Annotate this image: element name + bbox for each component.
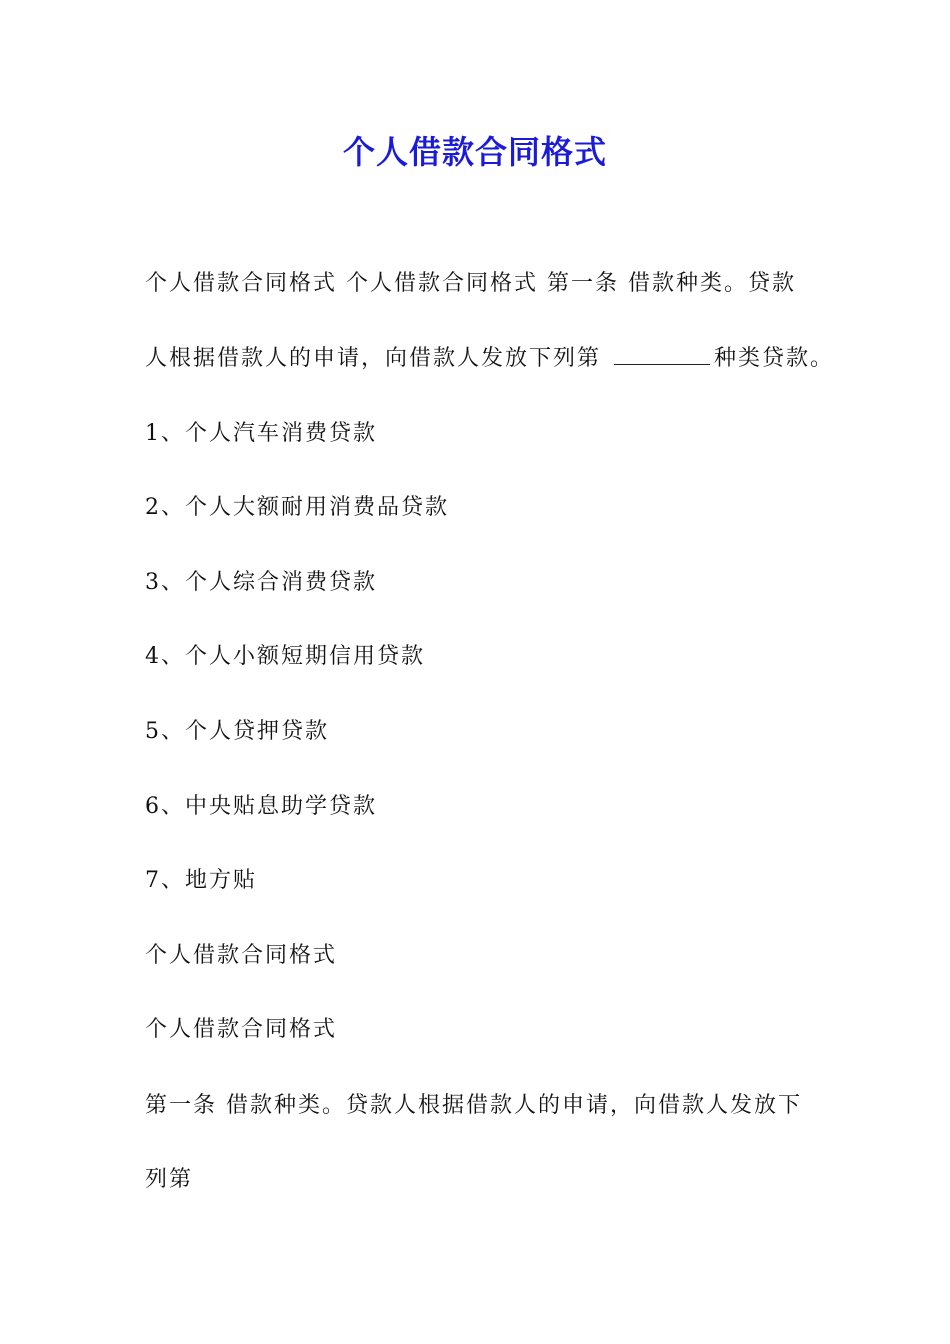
paragraph-2-line-2: 列第 [145, 1167, 194, 1192]
list-item: 1、个人汽车消费贷款 [145, 421, 377, 446]
paragraph-2-line-1: 第一条 借款种类。贷款人根据借款人的申请，向借款人发放下 [145, 1093, 802, 1118]
section-heading: 个人借款合同格式 [145, 943, 338, 968]
list-item: 5、个人贷押贷款 [145, 719, 329, 744]
fill-in-blank [614, 344, 710, 365]
document-title: 个人借款合同格式 [342, 133, 607, 171]
paragraph-1-line-2-text-before: 人根据借款人的申请，向借款人发放下列第 [145, 346, 610, 371]
paragraph-1-line-1: 个人借款合同格式 个人借款合同格式 第一条 借款种类。贷款 [145, 271, 796, 296]
list-item: 2、个人大额耐用消费品贷款 [145, 495, 449, 520]
list-item: 7、地方贴 [145, 868, 257, 893]
paragraph-1-line-2-text-after: 种类贷款。 [714, 346, 835, 371]
list-item: 6、中央贴息助学贷款 [145, 794, 377, 819]
list-item: 4、个人小额短期信用贷款 [145, 644, 425, 669]
list-item: 3、个人综合消费贷款 [145, 570, 377, 595]
paragraph-1-line-2 [145, 343, 835, 375]
section-heading: 个人借款合同格式 [145, 1017, 338, 1042]
